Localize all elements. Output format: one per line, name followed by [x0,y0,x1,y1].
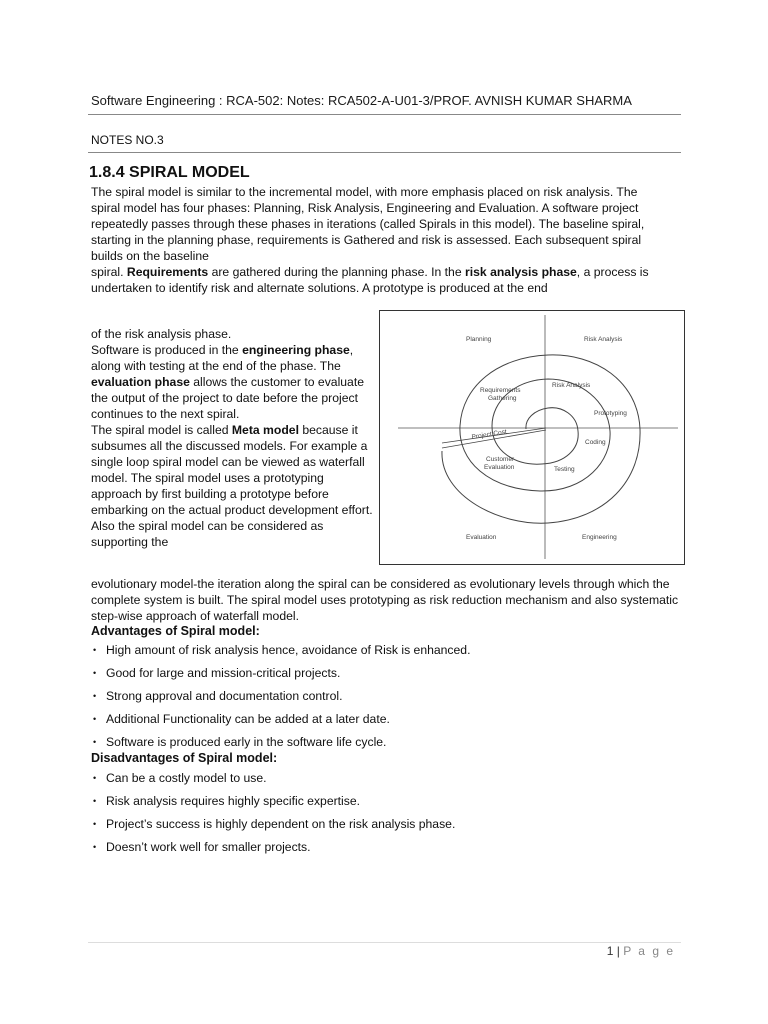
intro-text-2e: , a process is undertaken to identify risk and alternate solutions. A prototype is produced at the end [91,265,649,295]
continued-paragraph: evolutionary model-the iteration along the spiral can be considered as evolutionary levels through which the complete system is built. The spiral model uses prototyping as risk reduction mechanism and also systematic step-wise approach of waterfall model. [91,577,679,623]
list-item: • Strong approval and documentation control. [93,689,343,703]
wrapped-text-2: Software is produced in the [91,343,243,357]
disadvantages-heading: Disadvantages of Spiral model: [91,751,278,765]
advantages-heading: Advantages of Spiral model: [91,624,260,638]
prototyping-label: Prototyping [594,410,627,417]
engineering-label: Engineering [582,534,617,541]
notes-number: NOTES NO.3 [91,133,164,147]
bullet-icon: • [93,691,97,701]
wrapped-text-3: The spiral model is called [91,423,232,437]
wrapped-paragraph [91,326,376,550]
page-number-value: 1 [606,944,614,958]
bullet-icon: • [93,714,97,724]
wrapped-text-2c: , along with testing at the end of the phase. The [91,343,354,373]
list-item: • Software is produced early in the software life cycle. [93,735,387,749]
notes-divider [88,152,681,153]
page-number-separator: | [616,944,620,958]
intro-text-1: The spiral model is similar to the incremental model, with more emphasis placed on risk analysis. The spiral model has four phases: Planning, Risk Analysis, Engineering and Evaluation. A software project repeatedly passes through these phases in iterations (called Spirals in this model). The baseline spiral, starting in the planning phase, requirements is Gathered and risk is assessed. Each subsequent spiral builds on the baseline [91,185,645,263]
advantages-list [91,642,470,757]
requirements-label: Requirements [480,387,521,394]
intro-text-2c: are gathered during the planning phase. In the [208,265,465,279]
risk-analysis-label: Risk Analysis [584,336,623,343]
page-label: P a g e [623,944,675,958]
coding-label: Coding [585,439,606,446]
meta-model-bold: Meta model [231,423,299,437]
list-item: • Project’s success is highly dependent on the risk analysis phase. [93,817,456,831]
section-title: 1.8.4 SPIRAL MODEL [89,164,250,181]
gathering-label: Gathering [488,395,517,402]
intro-requirements-bold: Requirements [126,265,209,279]
customer-label: Customer [486,456,515,463]
bullet-icon: • [93,737,97,747]
evaluation-phase-bold: evaluation phase [91,375,190,389]
bullet-icon: • [93,645,97,655]
planning-label: Planning [466,336,492,343]
list-item: • Can be a costly model to use. [93,771,267,785]
wrapped-text-2e: allows the customer to evaluate the output of the project to date before the project continues to the next spiral. [91,375,364,421]
evaluation-label: Evaluation [466,534,497,541]
intro-paragraph [91,184,651,296]
engineering-phase-bold: engineering phase [242,343,350,357]
inner-risk-analysis-label: Risk Analysis [552,382,591,389]
list-item: • Additional Functionality can be added at a later date. [93,712,390,726]
bullet-icon: • [93,796,97,806]
wrapped-text-3c: because it subsumes all the discussed models. For example a single loop spiral model can be viewed as waterfall model. The spiral model uses a prototyping approach by first building a prototype before embarking on the actual product development effort. Also the spiral model can be considered as supporting the [91,423,373,549]
document-header: Software Engineering : RCA-502: Notes: RCA502-A-U01-3/PROF. AVNISH KUMAR SHARMA [91,93,632,108]
bullet-icon: • [93,773,97,783]
wrapped-line-1: of the risk analysis phase. [91,327,232,341]
list-item: • High amount of risk analysis hence, avoidance of Risk is enhanced. [93,643,471,657]
bullet-icon: • [93,668,97,678]
page-number [607,944,675,958]
bullet-icon: • [93,842,97,852]
disadvantages-list [91,770,455,862]
list-item: • Doesn’t work well for smaller projects. [93,840,311,854]
bullet-icon: • [93,819,97,829]
spiral-model-diagram [379,310,685,565]
list-item: • Good for large and mission-critical projects. [93,666,341,680]
intro-risk-analysis-bold: risk analysis phase [465,265,577,279]
project-cost-label: Project Cost [471,428,508,441]
header-divider [88,114,681,115]
customer-evaluation-label: Evaluation [484,464,515,471]
testing-label: Testing [554,466,575,473]
intro-text-2a: spiral. [91,265,127,279]
list-item: • Risk analysis requires highly specific expertise. [93,794,361,808]
footer-divider [88,942,681,943]
